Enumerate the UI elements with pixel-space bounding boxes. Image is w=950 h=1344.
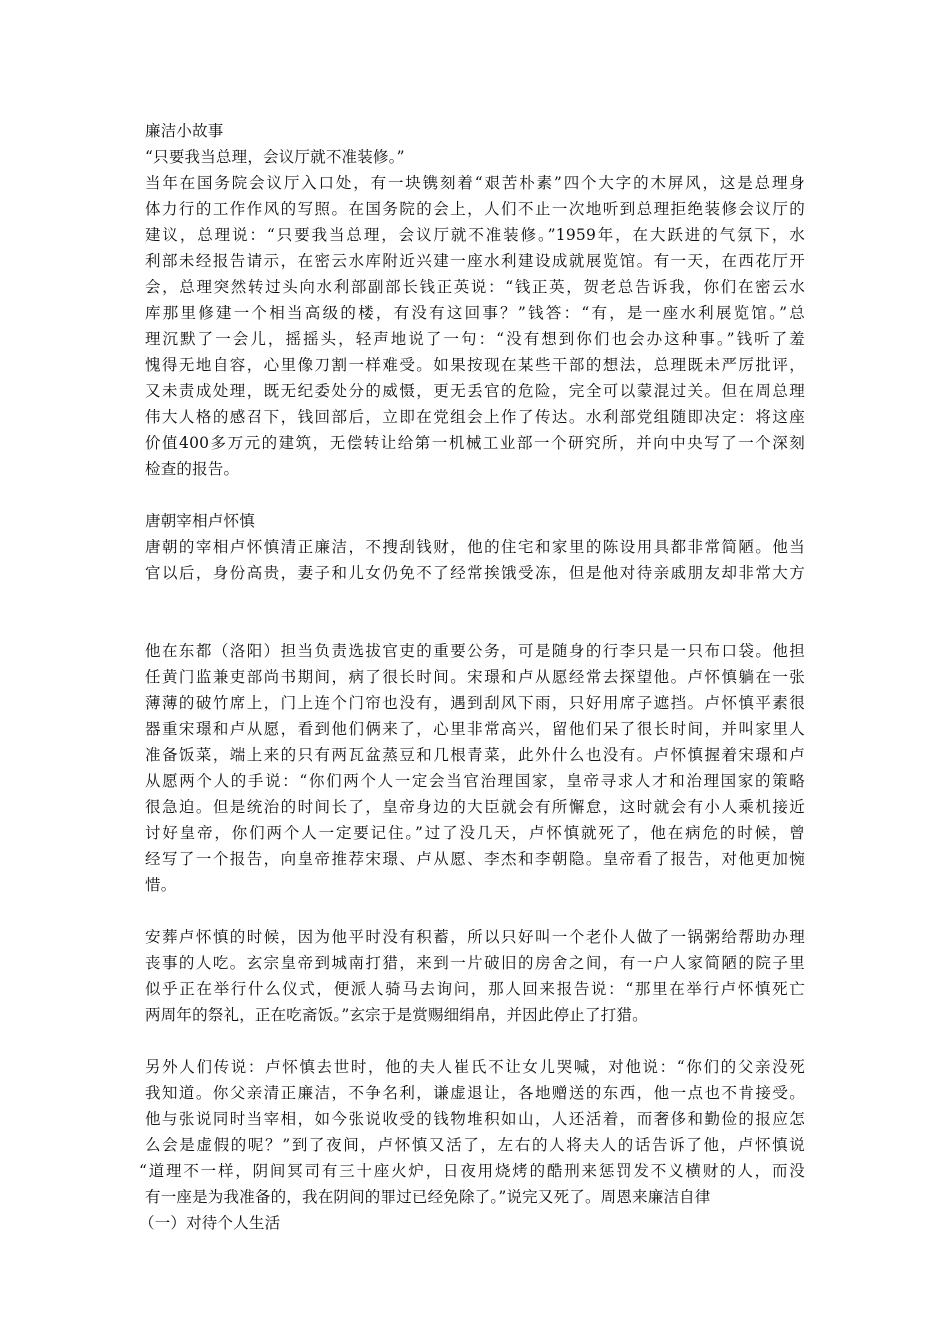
subheading-personal-life: （一）对待个人生活: [139, 1214, 281, 1232]
paragraph-line: 官以后，身份高贵，妻子和儿女仍免不了经常挨饿受冻，但是他对待亲戚朋友却非常大方: [145, 564, 805, 582]
paragraph-line: 会，总理突然转过头向水利部副部长钱正英说：“钱正英，贺老总告诉我，你们在密云水: [145, 278, 805, 296]
paragraph-line: 有一座是为我准备的，我在阴间的罪过已经免除了。”说完又死了。周恩来廉洁自律: [145, 1188, 711, 1206]
document-body: [139, 118, 805, 1236]
paragraph-line: 理沉默了一会儿，摇摇头，轻声地说了一句：“没有想到你们也会办这种事。”钱听了羞: [145, 330, 805, 348]
paragraph-line: 从愿两个人的手说：“你们两个人一定会当官治理国家，皇帝寻求人才和治理国家的策略: [145, 772, 805, 790]
paragraph-line: 我知道。你父亲清正廉洁，不争名利，谦虚退让，各地赠送的东西，他一点也不肯接受。: [145, 1084, 805, 1102]
paragraph-line: 经写了一个报告，向皇帝推荐宋璟、卢从愿、李杰和李朝隐。皇帝看了报告，对他更加惋: [145, 850, 805, 868]
paragraph-line: 薄薄的破竹席上，门上连个门帘也没有，遇到刮风下雨，只好用席子遮挡。卢怀慎平素很: [145, 694, 805, 712]
paragraph-line: 惜。: [145, 876, 177, 894]
paragraph-line: 利部未经报告请示，在密云水库附近兴建一座水利建设成就展览馆。有一天，在西花厅开: [145, 252, 805, 270]
paragraph-lu-funeral: [145, 924, 805, 1028]
paragraph-line: 很急迫。但是统治的时间长了，皇帝身边的大臣就会有所懈怠，这时就会有小人乘机接近: [145, 798, 805, 816]
paragraph-line: 讨好皇帝，你们两个人一定要记住。”过了没几天，卢怀慎就死了，他在病危的时候，曾: [145, 824, 805, 842]
paragraph-spacer: [145, 1028, 805, 1054]
paragraph-line: 唐朝的宰相卢怀慎清正廉洁，不搜刮钱财，他的住宅和家里的陈设用具都非常简陋。他当: [145, 538, 805, 556]
paragraph-line: 库那里修建一个相当高级的楼，有没有这回事？”钱答：“有，是一座水利展览馆。”总: [145, 304, 805, 322]
paragraph-line: 又未责成处理，既无纪委处分的威慑，更无丢官的危险，完全可以蒙混过关。但在周总理: [145, 382, 805, 400]
paragraph-line: 检查的报告。: [145, 460, 240, 478]
section-title-lu-huaishen: 唐朝宰相卢怀慎: [145, 512, 255, 530]
paragraph-line: 器重宋璟和卢从愿，看到他们俩来了，心里非常高兴，留他们呆了很长时间，并叫家里人: [145, 720, 805, 738]
paragraph-lu-legend: [139, 1054, 805, 1210]
paragraph-line: 价值400多万元的建筑，无偿转让给第一机械工业部一个研究所，并向中央写了一个深刻: [145, 434, 805, 452]
paragraph-line: 安葬卢怀慎的时候，因为他平时没有积蓄，所以只好叫一个老仆人做了一锅粥给帮助办理: [145, 928, 805, 946]
paragraph-line: 他与张说同时当宰相，如今张说收受的钱物堆积如山，人还活着，而奢侈和勤俭的报应怎: [145, 1110, 805, 1128]
paragraph-line: “道理不一样，阴间冥司有三十座火炉，日夜用烧烤的酷刑来惩罚发不义横财的人，而没: [139, 1162, 805, 1180]
paragraph-line: 建议，总理说：“只要我当总理，会议厅就不准装修。”1959年，在大跃进的气氛下，水: [145, 226, 805, 244]
paragraph-line: 两周年的祭礼，正在吃斋饭。”玄宗于是赏赐细绢帛，并因此停止了打猎。: [145, 1006, 648, 1024]
paragraph-line: 似乎正在举行什么仪式，便派人骑马去询问，那人回来报告说：“那里在举行卢怀慎死亡: [145, 980, 805, 998]
paragraph-spacer: [145, 898, 805, 924]
section-quote: “只要我当总理，会议厅就不准装修。”: [145, 148, 405, 166]
paragraph-line: 当年在国务院会议厅入口处，有一块镌刻着“艰苦朴素”四个大字的木屏风，这是总理身: [145, 174, 805, 192]
paragraph-spacer: [145, 482, 805, 508]
paragraph-lu-intro: [145, 534, 805, 586]
paragraph-spacer: [145, 586, 805, 638]
paragraph-line: 任黄门监兼吏部尚书期间，病了很长时间。宋璟和卢从愿经常去探望他。卢怀慎躺在一张: [145, 668, 805, 686]
paragraph-line: 体力行的工作作风的写照。在国务院的会上，人们不止一次地听到总理拒绝装修会议厅的: [145, 200, 805, 218]
paragraph-premier-story: [145, 170, 805, 482]
paragraph-line: 准备饭菜，端上来的只有两瓦盆蒸豆和几根青菜，此外什么也没有。卢怀慎握着宋璟和卢: [145, 746, 805, 764]
paragraph-line: 伟大人格的感召下，钱回部后，立即在党组会上作了传达。水利部党组随即决定：将这座: [145, 408, 805, 426]
paragraph-line: 丧事的人吃。玄宗皇帝到城南打猎，来到一片破旧的房舍之间，有一户人家简陋的院子里: [145, 954, 805, 972]
paragraph-line: 他在东都（洛阳）担当负责选拔官吏的重要公务，可是随身的行李只是一只布口袋。他担: [145, 642, 805, 660]
section-title-integrity-stories: 廉洁小故事: [145, 122, 224, 140]
paragraph-lu-illness: [145, 638, 805, 898]
paragraph-line: 另外人们传说：卢怀慎去世时，他的夫人崔氏不让女儿哭喊，对他说：“你们的父亲没死: [145, 1058, 805, 1076]
paragraph-line: 愧得无地自容，心里像刀割一样难受。如果按现在某些干部的想法，总理既未严厉批评，: [145, 356, 805, 374]
paragraph-line: 么会是虚假的呢？”到了夜间，卢怀慎又活了，左右的人将夫人的话告诉了他，卢怀慎说: [145, 1136, 805, 1154]
